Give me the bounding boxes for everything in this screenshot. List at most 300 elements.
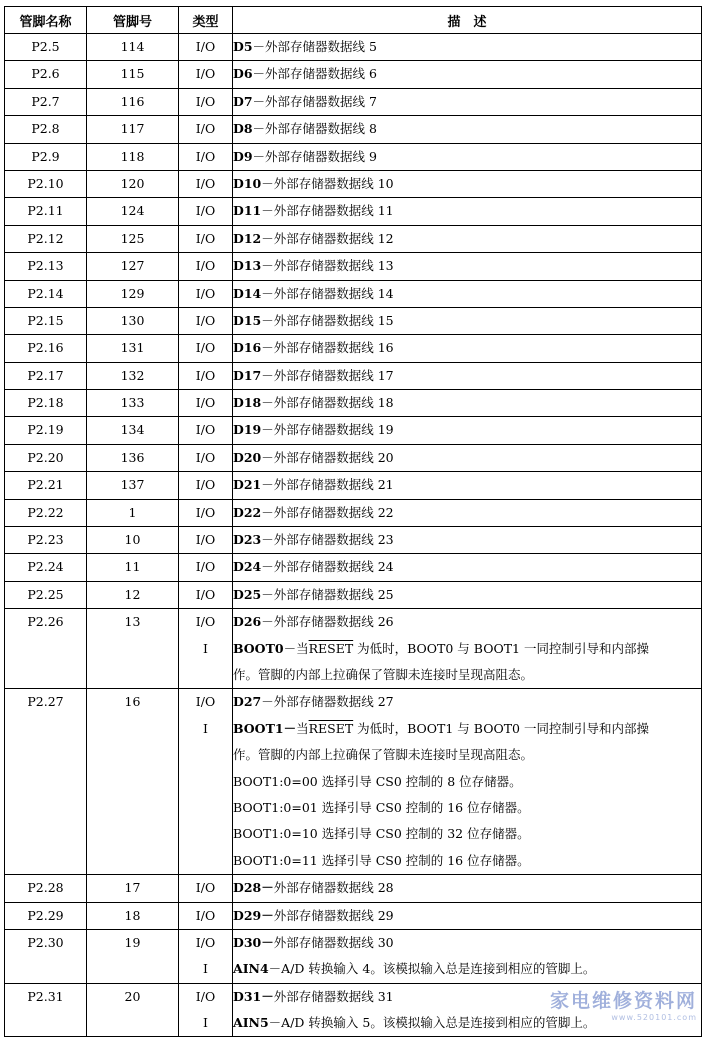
pin-name: P2.31 [27,988,64,1004]
pin-type-cell [179,116,233,143]
pin-description-cell [233,902,702,929]
description-line [233,903,701,929]
pin-name-cell [5,444,87,471]
pin-number-cell [87,143,179,170]
description-text: －外部存储器数据线 14 [261,285,394,301]
pin-name-cell [5,902,87,929]
header-pin-name: 管脚名称 [5,7,87,34]
description-text: －外部存储器数据线 13 [261,258,394,274]
pin-number-cell [87,116,179,143]
pin-name-cell [5,527,87,554]
pin-description-cell [233,170,702,197]
pin-type-cell [179,983,233,1037]
pin-number: 118 [120,148,145,164]
description-text: －外部存储器数据线 7 [252,93,377,109]
pin-number: 136 [120,449,145,465]
pin-name: P2.7 [31,93,60,109]
pin-name-cell [5,875,87,902]
description-text: 作。管脚的内部上拉确保了管脚未连接时呈现高阻态。 [233,666,534,682]
pin-name: P2.17 [27,367,64,383]
description-text: BOOT1:0=11 选择引导 CS0 控制的 16 位存储器。 [233,852,530,868]
pin-number: 12 [124,586,141,602]
pin-name: P2.15 [27,312,64,328]
description-text: 当 [296,720,309,736]
signal-name: AIN4 [233,961,269,977]
description-text: －外部存储器数据线 24 [261,559,394,575]
description-text: －外部存储器数据线 20 [261,449,394,465]
pin-number-cell [87,875,179,902]
description-line [233,930,701,956]
description-line [233,527,701,553]
description-text: －外部存储器数据线 23 [261,532,394,548]
pin-name-cell [5,61,87,88]
pin-name: P2.27 [27,694,64,710]
signal-name: D19 [233,422,262,438]
description-text: －外部存储器数据线 8 [252,121,377,137]
description-text: BOOT1:0=10 选择引导 CS0 控制的 32 位存储器。 [233,826,530,842]
pin-number: 132 [120,367,145,383]
pin-number-cell [87,253,179,280]
signal-name: D27 [233,694,262,710]
table-row [5,444,702,471]
pin-name: P2.14 [27,285,64,301]
pin-number: 11 [124,559,141,575]
signal-name: D29－ [233,907,274,923]
description-line [233,308,701,334]
pin-type: I/O [195,312,216,328]
description-line [233,144,701,170]
description-text: 外部存储器数据线 29 [273,907,394,923]
pin-type: I/O [195,449,216,465]
pin-type-cell [179,689,233,875]
pin-type: I/O [195,614,216,630]
description-line [233,984,701,1010]
pin-name-cell [5,88,87,115]
description-text: －外部存储器数据线 6 [252,66,377,82]
signal-name: D10 [233,175,262,191]
table-row [5,390,702,417]
pin-number: 133 [120,395,145,411]
pin-type-cell [179,472,233,499]
pin-number: 124 [120,203,145,219]
pin-type-cell [179,444,233,471]
pin-description-cell [233,225,702,252]
pin-name-cell [5,198,87,225]
pin-number: 131 [120,340,145,356]
watermark-url: www.520101.com [611,1013,697,1022]
pin-number: 137 [120,477,145,493]
pin-number-cell [87,61,179,88]
pin-type: I/O [195,880,216,896]
reset-signal-overbar: RESET [308,640,354,656]
signal-name: D20 [233,449,262,465]
pin-type-cell [179,902,233,929]
pin-description-cell [233,307,702,334]
pin-number: 17 [124,880,141,896]
table-header-row [5,7,702,34]
pin-description-cell [233,253,702,280]
pin-name: P2.26 [27,614,64,630]
pin-name-cell [5,34,87,61]
pin-type: I/O [195,148,216,164]
table-row [5,499,702,526]
pin-type-cell [179,875,233,902]
pin-name-cell [5,170,87,197]
description-line [233,253,701,279]
pin-number: 120 [120,175,145,191]
table-row [5,689,702,875]
table-row [5,609,702,689]
signal-name: D5 [233,39,253,54]
pin-type-cell [179,280,233,307]
pin-number-cell [87,929,179,983]
description-text: －外部存储器数据线 5 [252,39,377,54]
pin-number: 114 [120,39,145,54]
pin-number: 16 [124,694,141,710]
pin-type: I/O [195,66,216,82]
description-line [233,390,701,416]
pin-type: I/O [195,203,216,219]
signal-name: BOOT1－ [233,720,297,736]
pin-name-cell [5,390,87,417]
pin-description-cell [233,362,702,389]
description-line [233,116,701,142]
description-line [233,171,701,197]
pin-type: I/O [195,934,216,950]
pin-name: P2.18 [27,395,64,411]
table-row [5,902,702,929]
pin-number-cell [87,417,179,444]
table-row [5,143,702,170]
description-text: BOOT1:0=00 选择引导 CS0 控制的 8 位存储器。 [233,773,522,789]
pin-number-cell [87,88,179,115]
description-line [233,716,701,742]
pin-description-cell [233,499,702,526]
pin-description-cell [233,581,702,608]
table-row [5,307,702,334]
pin-name-cell [5,417,87,444]
description-text: －外部存储器数据线 9 [252,148,377,164]
description-line [233,554,701,580]
pin-type-cell [179,554,233,581]
pin-name: P2.25 [27,586,64,602]
description-line [233,226,701,252]
pin-type: I/O [195,694,216,710]
pin-type-cell [179,527,233,554]
pin-description-cell [233,61,702,88]
pin-number: 20 [124,988,141,1004]
table-row [5,253,702,280]
pin-name-cell [5,689,87,875]
description-line [233,445,701,471]
pin-name: P2.8 [31,121,60,137]
pin-type: I [203,1015,208,1031]
signal-name: D21 [233,477,262,493]
pin-number-cell [87,198,179,225]
pin-name: P2.13 [27,258,64,274]
pin-type-cell [179,609,233,689]
pin-description-cell [233,335,702,362]
pin-type: I [203,720,208,736]
pin-description-cell [233,554,702,581]
pin-name-cell [5,225,87,252]
description-text: BOOT1:0=01 选择引导 CS0 控制的 16 位存储器。 [233,799,530,815]
pin-type-cell [179,34,233,61]
description-line [233,89,701,115]
pin-type: I/O [195,39,216,54]
header-description: 描 述 [233,7,702,34]
description-line [233,61,701,87]
pin-number-cell [87,335,179,362]
pin-number-cell [87,362,179,389]
pin-type-cell [179,170,233,197]
pin-number: 19 [124,934,141,950]
signal-name: D28－ [233,880,274,896]
pin-type: I/O [195,340,216,356]
signal-name: D22 [233,504,262,520]
table-row [5,875,702,902]
pin-type: I/O [195,907,216,923]
reset-signal-overbar: RESET [308,720,354,736]
pin-number: 1 [128,504,137,520]
description-line [233,335,701,361]
pin-number-cell [87,554,179,581]
table-row [5,225,702,252]
pin-description-cell [233,472,702,499]
pin-type: I/O [195,988,216,1004]
pin-type-cell [179,929,233,983]
signal-name: D26 [233,614,262,630]
signal-name: D12 [233,230,262,246]
pin-description-cell [233,390,702,417]
description-line [233,500,701,526]
description-line [233,956,701,982]
pin-type-cell [179,143,233,170]
table-row [5,983,702,1037]
pin-number-cell [87,225,179,252]
pin-name: P2.16 [27,340,64,356]
pin-description-cell [233,198,702,225]
pin-name: P2.19 [27,422,64,438]
signal-name: D7 [233,93,253,109]
header-pin-number: 管脚号 [87,7,179,34]
description-line [233,689,701,715]
pin-number-cell [87,472,179,499]
table-row [5,116,702,143]
description-text: －外部存储器数据线 17 [261,367,394,383]
pin-number: 10 [124,532,141,548]
description-text: －外部存储器数据线 19 [261,422,394,438]
description-line [233,417,701,443]
pin-name-cell [5,929,87,983]
pin-type-cell [179,61,233,88]
pin-type-cell [179,225,233,252]
description-text: －外部存储器数据线 15 [261,312,394,328]
description-line [233,795,701,821]
pin-name-cell [5,143,87,170]
pin-number: 134 [120,422,145,438]
pin-type: I/O [195,504,216,520]
pin-number-cell [87,444,179,471]
pin-number-cell [87,390,179,417]
pin-name: P2.29 [27,907,64,923]
table-row [5,362,702,389]
pin-type: I/O [195,395,216,411]
pin-description-table [4,6,702,1037]
pin-number-cell [87,170,179,197]
pin-name-cell [5,280,87,307]
pin-number: 116 [120,93,145,109]
description-line [233,821,701,847]
pin-name-cell [5,362,87,389]
pin-name-cell [5,581,87,608]
table-row [5,170,702,197]
table-body [5,34,702,1037]
pin-name: P2.24 [27,559,64,575]
pin-type-cell [179,581,233,608]
table-row [5,554,702,581]
pin-name-cell [5,472,87,499]
description-text: －外部存储器数据线 21 [261,477,394,493]
table-row [5,335,702,362]
pin-number: 127 [120,258,145,274]
description-line [233,609,701,635]
pin-description-cell [233,929,702,983]
pin-type: I [203,961,208,977]
signal-name: D11 [233,203,262,219]
description-text: －外部存储器数据线 10 [261,175,394,191]
description-text: －外部存储器数据线 12 [261,230,394,246]
pin-type: I/O [195,230,216,246]
pin-name-cell [5,609,87,689]
pin-name: P2.11 [27,203,64,219]
description-text: －外部存储器数据线 26 [261,614,394,630]
pin-name: P2.6 [31,66,60,82]
signal-name: D6 [233,66,253,82]
pin-number-cell [87,902,179,929]
pin-number: 115 [120,66,145,82]
table-row [5,929,702,983]
table-row [5,417,702,444]
pin-type: I/O [195,422,216,438]
pin-type: I [203,640,208,656]
signal-name: D23 [233,532,262,548]
description-text: 外部存储器数据线 31 [273,988,394,1004]
description-line [233,472,701,498]
description-text: 外部存储器数据线 28 [273,880,394,896]
table-row [5,472,702,499]
pin-description-cell [233,609,702,689]
description-text: －当 [283,640,309,656]
pin-type: I/O [195,285,216,301]
pin-type-cell [179,88,233,115]
description-text: －外部存储器数据线 22 [261,504,394,520]
description-line [233,848,701,874]
description-text: 为低时，BOOT1 与 BOOT0 一同控制引导和内部操 [353,720,649,736]
table-row [5,34,702,61]
pin-type: I/O [195,121,216,137]
description-text: －外部存储器数据线 25 [261,586,394,602]
pin-type: I/O [195,586,216,602]
pin-name: P2.22 [27,504,64,520]
pin-type: I/O [195,559,216,575]
pin-type-cell [179,307,233,334]
pin-number-cell [87,527,179,554]
description-text: 作。管脚的内部上拉确保了管脚未连接时呈现高阻态。 [233,747,534,763]
pin-description-cell [233,116,702,143]
pin-number-cell [87,689,179,875]
pin-description-cell [233,983,702,1037]
pin-number-cell [87,581,179,608]
pin-description-cell [233,143,702,170]
signal-name: D24 [233,559,262,575]
pin-type-cell [179,390,233,417]
signal-name: D15 [233,312,262,328]
signal-name: D18 [233,395,262,411]
table-row [5,527,702,554]
table-row [5,280,702,307]
pin-type: I/O [195,532,216,548]
description-text: －外部存储器数据线 16 [261,340,394,356]
pin-description-cell [233,88,702,115]
pin-type-cell [179,362,233,389]
signal-name: D30－ [233,934,274,950]
description-text: 为低时，BOOT0 与 BOOT1 一同控制引导和内部操 [353,640,649,656]
description-line [233,662,701,688]
pin-number: 18 [124,907,141,923]
pin-name: P2.23 [27,532,64,548]
pin-type: I/O [195,477,216,493]
description-text: 外部存储器数据线 30 [273,934,394,950]
pin-type: I/O [195,175,216,191]
description-line [233,769,701,795]
table-row [5,198,702,225]
pin-name-cell [5,554,87,581]
pin-name: P2.28 [27,880,64,896]
pin-description-cell [233,689,702,875]
pin-number: 130 [120,312,145,328]
pin-name-cell [5,983,87,1037]
pin-description-cell [233,34,702,61]
pin-number-cell [87,983,179,1037]
description-text: －A/D 转换输入 4。该模拟输入总是连接到相应的管脚上。 [268,961,596,977]
pin-name: P2.9 [31,148,60,164]
description-line [233,363,701,389]
pin-description-cell [233,875,702,902]
signal-name: D25 [233,586,262,602]
pin-type-cell [179,417,233,444]
pin-number-cell [87,307,179,334]
description-line [233,198,701,224]
pin-name: P2.10 [27,175,64,191]
pin-name: P2.21 [27,477,64,493]
description-text: －外部存储器数据线 27 [261,694,394,710]
pin-number-cell [87,34,179,61]
description-line [233,1010,701,1036]
pin-number-cell [87,280,179,307]
signal-name: D17 [233,367,262,383]
description-line [233,636,701,662]
pin-type: I/O [195,367,216,383]
watermark-logo-text: 家电维修资料网 [549,990,697,1012]
signal-name: D14 [233,285,262,301]
pin-type: I/O [195,93,216,109]
pin-name: P2.12 [27,230,64,246]
pin-description-cell [233,444,702,471]
pin-type-cell [179,335,233,362]
description-line [233,582,701,608]
signal-name: D13 [233,258,262,274]
